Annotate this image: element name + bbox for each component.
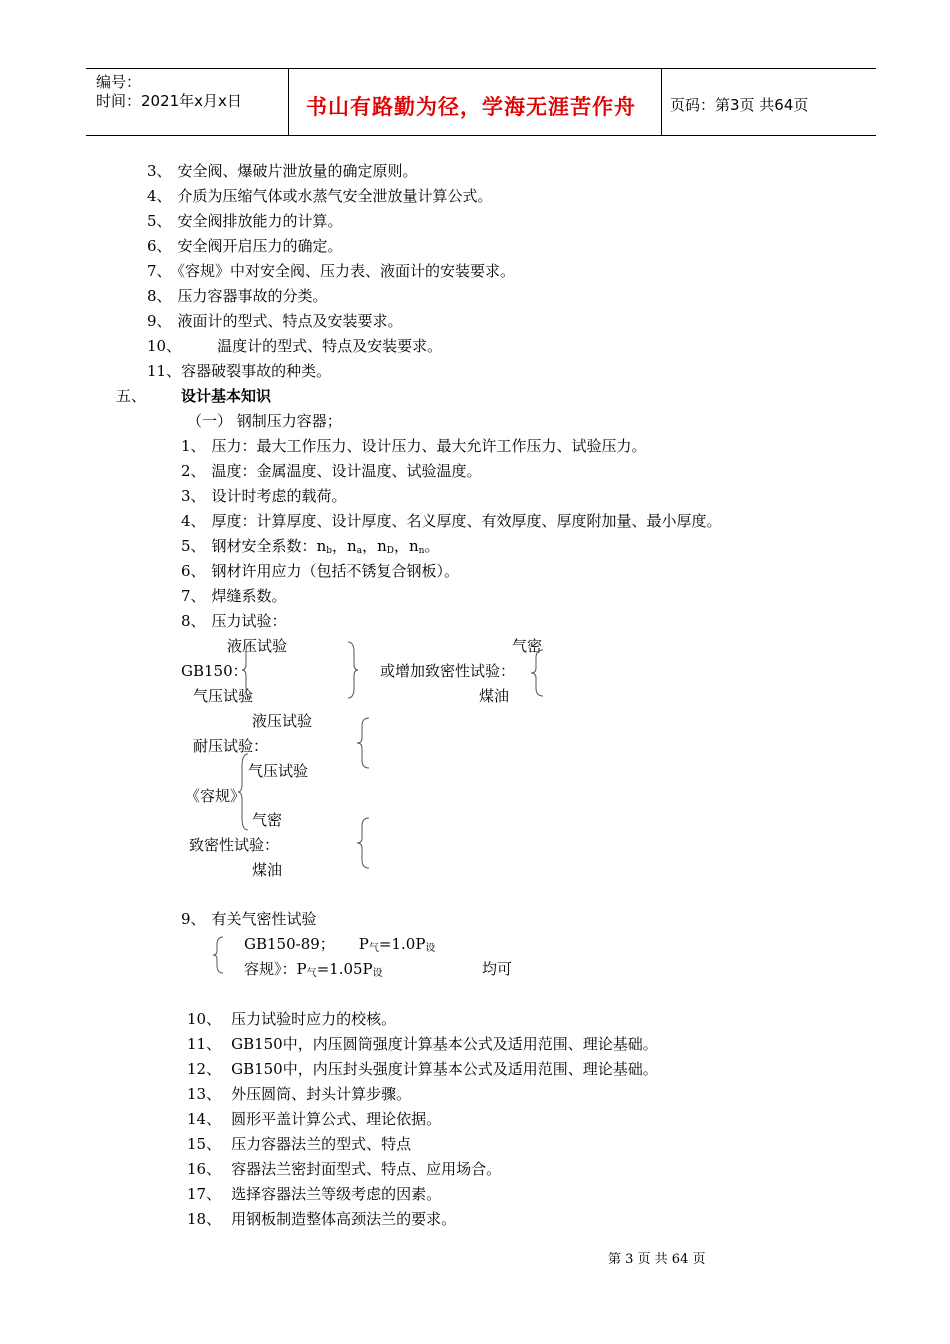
page-footer: 第 3 页 共 64 页 bbox=[608, 1252, 706, 1267]
header-divider-left bbox=[288, 68, 289, 136]
section-number: 五、 bbox=[116, 387, 147, 405]
brace-leak-test bbox=[530, 648, 544, 698]
list-item: 3、 设计时考虑的载荷。 bbox=[181, 487, 347, 505]
brace-withstand bbox=[356, 716, 370, 770]
section-title: 设计基本知识 bbox=[181, 387, 272, 405]
leak-test-label: 或增加致密性试验： bbox=[380, 662, 516, 680]
hydraulic-test-label-2: 液压试验 bbox=[252, 712, 313, 730]
subsection-title: （一） 钢制压力容器； bbox=[187, 412, 342, 430]
rongui-label: 《容规》 bbox=[185, 787, 246, 805]
tightness-test-label: 致密性试验： bbox=[189, 836, 280, 854]
list-item: 6、 钢材许用应力（包括不锈复合钢板）。 bbox=[181, 562, 460, 580]
brace-tightness bbox=[356, 816, 370, 870]
list-item: 16、 容器法兰密封面型式、特点、应用场合。 bbox=[187, 1160, 502, 1178]
kerosene-label: 煤油 bbox=[479, 687, 510, 705]
brace-gb150-right bbox=[346, 640, 358, 700]
header-number: 编号： bbox=[96, 73, 142, 91]
list-item: 15、 压力容器法兰的型式、特点 bbox=[187, 1135, 412, 1153]
list-item: 3、 安全阀、爆破片泄放量的确定原则。 bbox=[147, 162, 418, 180]
list-item: 6、 安全阀开启压力的确定。 bbox=[147, 237, 343, 255]
list-item: 14、 圆形平盖计算公式、理论依据。 bbox=[187, 1110, 442, 1128]
safety-factors: $n_b$，$n_a$，$n_D$，$n_n$。 bbox=[316, 537, 440, 556]
list-item: 9、 有关气密性试验 bbox=[181, 910, 317, 928]
header-page: 页码：第3页 共64页 bbox=[670, 96, 809, 114]
kerosene-label-2: 煤油 bbox=[252, 861, 283, 879]
pneumatic-test-label-2: 气压试验 bbox=[248, 762, 309, 780]
list-item: 8、 压力容器事故的分类。 bbox=[147, 287, 328, 305]
list-item: 5、 钢材安全系数：$n_b$，$n_a$，$n_D$，$n_n$。 bbox=[181, 537, 440, 556]
list-item: 13、 外压圆筒、封头计算步骤。 bbox=[187, 1085, 412, 1103]
brace-airtight bbox=[213, 935, 225, 975]
brace-gb150-left bbox=[242, 640, 254, 700]
header-bottom-border bbox=[86, 135, 876, 136]
either-ok-label: 均可 bbox=[482, 960, 513, 978]
list-item: 17、 选择容器法兰等级考虑的因素。 bbox=[187, 1185, 442, 1203]
list-item: 8、 压力试验： bbox=[181, 612, 287, 630]
airtight-gb150-line: GB150-89； $P_气=1.0P_设$ bbox=[244, 935, 436, 954]
list-item: 1、 压力：最大工作压力、设计压力、最大允许工作压力、试验压力。 bbox=[181, 437, 647, 455]
header-time: 时间：2021年x月x日 bbox=[96, 92, 242, 110]
list-item: 11、容器破裂事故的种类。 bbox=[147, 362, 332, 380]
withstand-test-label: 耐压试验： bbox=[193, 737, 269, 755]
list-item: 9、 液面计的型式、特点及安装要求。 bbox=[147, 312, 403, 330]
list-item: 11、 GB150中，内压圆筒强度计算基本公式及适用范围、理论基础。 bbox=[187, 1035, 658, 1053]
airtight-label: 气密 bbox=[512, 637, 543, 655]
pneumatic-test-label: 气压试验 bbox=[193, 687, 254, 705]
brace-rongui bbox=[238, 752, 250, 832]
gb150-label: GB150： bbox=[181, 662, 248, 680]
list-item: 5、 安全阀排放能力的计算。 bbox=[147, 212, 343, 230]
airtight-label-2: 气密 bbox=[252, 811, 283, 829]
list-item: 18、 用钢板制造整体高颈法兰的要求。 bbox=[187, 1210, 457, 1228]
list-item: 7、 《容规》中对安全阀、压力表、液面计的安装要求。 bbox=[147, 262, 516, 280]
header-top-border bbox=[86, 68, 876, 69]
list-item: 10、 压力试验时应力的校核。 bbox=[187, 1010, 397, 1028]
list-item: 2、 温度：金属温度、设计温度、试验温度。 bbox=[181, 462, 482, 480]
list-item: 7、 焊缝系数。 bbox=[181, 587, 287, 605]
list-item: 4、 介质为压缩气体或水蒸气安全泄放量计算公式。 bbox=[147, 187, 493, 205]
airtight-rongui-line: 容规》：$P_气=1.05P_设$ bbox=[244, 960, 383, 979]
list-item: 12、 GB150中，内压封头强度计算基本公式及适用范围、理论基础。 bbox=[187, 1060, 658, 1078]
header-motto: 书山有路勤为径，学海无涯苦作舟 bbox=[306, 95, 636, 119]
list-item: 10、 温度计的型式、特点及安装要求。 bbox=[147, 337, 443, 355]
header-divider-right bbox=[661, 68, 662, 136]
hydraulic-test-label: 液压试验 bbox=[227, 637, 288, 655]
list-item: 4、 厚度：计算厚度、设计厚度、名义厚度、有效厚度、厚度附加量、最小厚度。 bbox=[181, 512, 722, 530]
